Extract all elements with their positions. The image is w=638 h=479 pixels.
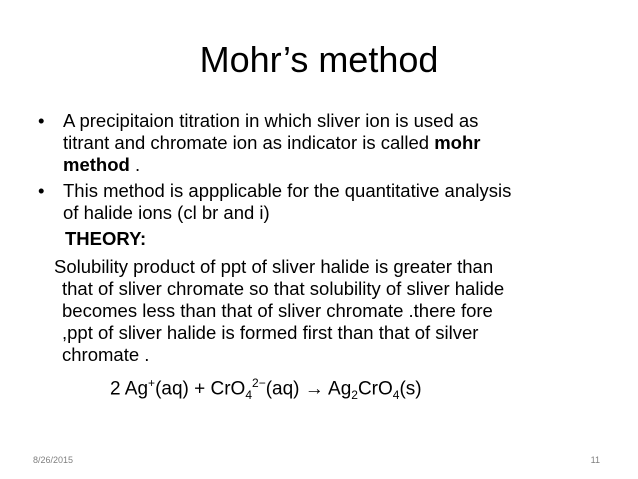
eq-sub: 2 [351,388,358,403]
chemical-equation [110,372,608,406]
eq-part: CrO [357,378,393,400]
theory-paragraph [54,256,608,366]
theory-line: ,ppt of sliver halide is formed first than that of silver [62,322,479,343]
page-number: 11 [590,455,600,465]
bullet-text: . [129,154,141,175]
theory-heading: THEORY: [65,228,147,249]
bullet-text: titrant and chromate ion as indicator is called [63,132,435,153]
eq-sup: + [148,376,156,390]
bullet-line [63,132,608,154]
bullet-icon: • [38,180,45,201]
eq-part: (aq) + CrO [155,378,246,400]
eq-part: (s) [399,378,422,400]
bold-term: mohr [434,132,481,153]
eq-sub: 4 [392,388,400,403]
footer-date: 8/26/2015 [33,455,74,465]
slide-body [38,110,608,406]
bullet-item [38,110,608,176]
bullet-line [63,154,608,176]
bullet-line: This method is appplicable for the quantitative analysis [63,180,512,201]
eq-part: 2 Ag [110,378,149,400]
slide-title: Mohr’s method [199,39,439,80]
theory-line: that of sliver chromate so that solubility of sliver halide [62,278,505,299]
theory-line: Solubility product of ppt of sliver halide is greater than [54,256,494,277]
bullet-line: A precipitaion titration in which sliver ion is used as [63,110,479,131]
bullet-line: of halide ions (cl br and i) [63,202,270,223]
bold-term: method [63,154,130,175]
eq-sup: 2− [252,376,266,390]
theory-line: chromate . [62,344,150,365]
bullet-icon: • [38,110,45,131]
eq-sub: 4 [245,388,253,403]
theory-line: becomes less than that of sliver chromate .there fore [62,300,493,321]
eq-part: (aq) → Ag [265,378,352,400]
bullet-item [38,180,608,224]
